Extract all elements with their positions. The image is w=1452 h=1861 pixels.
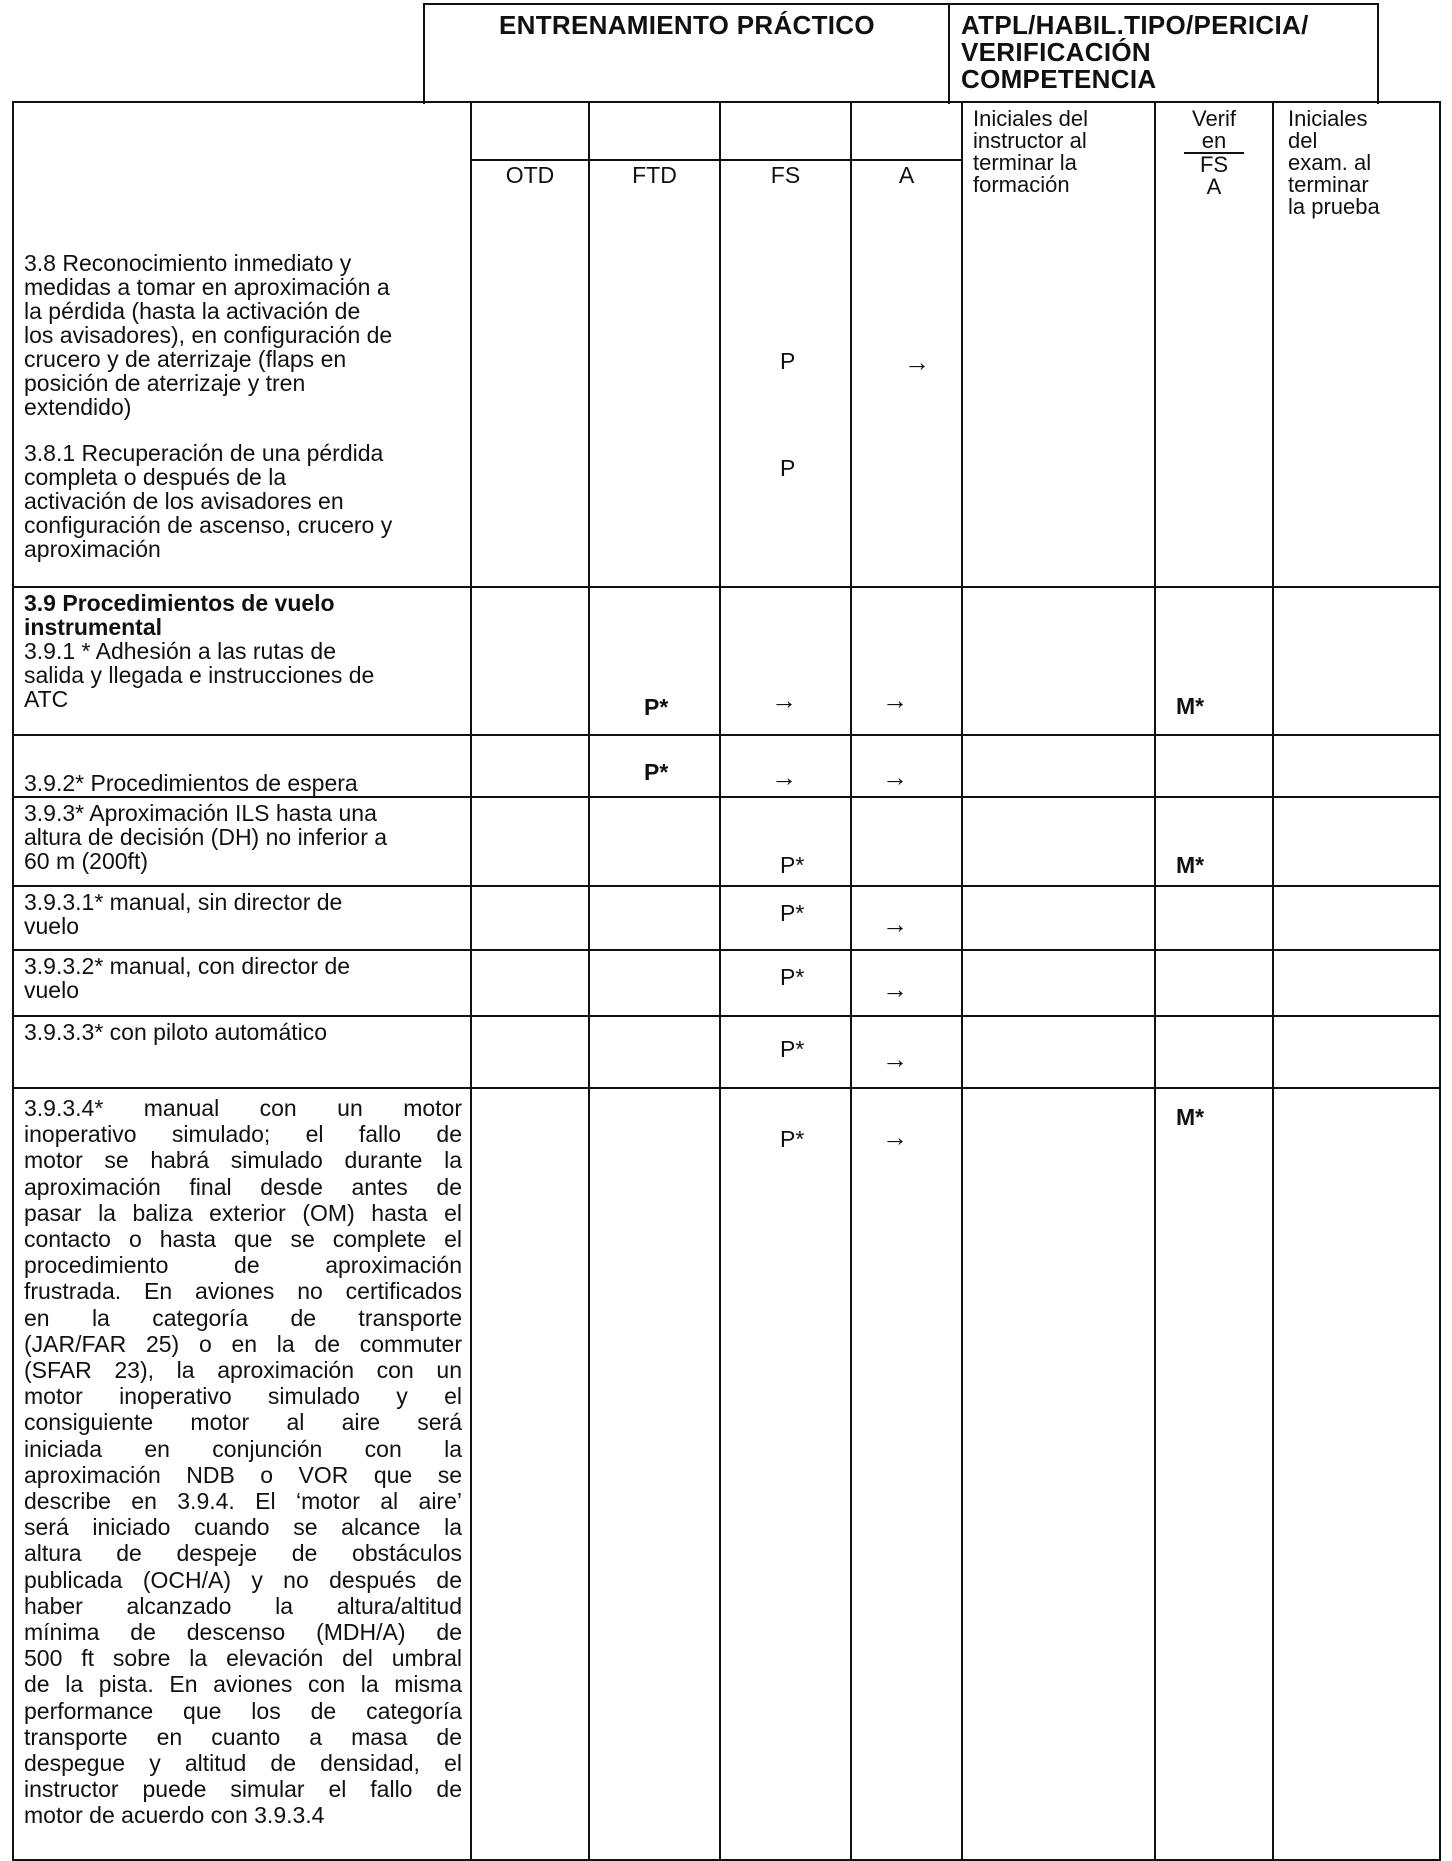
verif-cell bbox=[1155, 950, 1273, 1016]
col-header-examiner-2: del bbox=[1288, 128, 1318, 153]
text-line: mínima de descenso (MDH/A) de bbox=[24, 1619, 462, 1646]
text-line: procedimiento de aproximación bbox=[24, 1252, 462, 1279]
header-check bbox=[948, 3, 1379, 104]
instructor-cell bbox=[962, 735, 1155, 797]
verif-cell bbox=[1155, 1016, 1273, 1088]
a-cell bbox=[851, 735, 962, 797]
otd-cell bbox=[471, 1088, 589, 1860]
verif-cell bbox=[1155, 102, 1273, 587]
long-description bbox=[14, 1089, 470, 1859]
otd-cell bbox=[471, 587, 589, 735]
mark-p-star: P* bbox=[780, 900, 805, 926]
mark-p-star: P* bbox=[644, 759, 669, 785]
desc-cell bbox=[13, 797, 471, 886]
col-header-verif-3: FS bbox=[1199, 152, 1229, 177]
table-row bbox=[13, 102, 1440, 587]
text-line: 3.8 Reconocimiento inmediato y bbox=[24, 250, 352, 276]
text-line: instructor puede simular el fallo de bbox=[24, 1776, 462, 1803]
table-row bbox=[13, 735, 1440, 797]
desc-cell bbox=[13, 102, 471, 587]
examiner-cell bbox=[1273, 735, 1440, 797]
training-table bbox=[12, 101, 1441, 1861]
instructor-cell bbox=[962, 1016, 1155, 1088]
col-header-instructor-1: Iniciales del bbox=[973, 106, 1088, 131]
examiner-cell bbox=[1273, 102, 1440, 587]
arrow-icon: → bbox=[882, 1044, 908, 1074]
text-line: motor se habrá simulado durante la bbox=[24, 1147, 462, 1174]
verif-cell bbox=[1155, 735, 1273, 797]
a-cell bbox=[851, 886, 962, 950]
header-check-line-2: VERIFICACIÓN bbox=[961, 37, 1151, 67]
arrow-icon: → bbox=[882, 762, 908, 792]
col-header-instructor-3: terminar la bbox=[973, 150, 1077, 175]
fs-cell bbox=[720, 886, 851, 950]
text-line: performance que los de categoría bbox=[24, 1697, 462, 1724]
col-header-examiner-3: exam. al bbox=[1288, 150, 1372, 175]
text-line: 3.9.2* Procedimientos de espera bbox=[24, 770, 358, 796]
a-cell bbox=[851, 102, 962, 587]
text-line: motor inoperativo simulado y el bbox=[24, 1383, 462, 1410]
a-cell bbox=[851, 797, 962, 886]
text-line: en la categoría de transporte bbox=[24, 1304, 462, 1331]
text-line: ATC bbox=[24, 686, 69, 712]
text-line: iniciada en conjunción con la bbox=[24, 1435, 462, 1462]
arrow-icon: → bbox=[771, 762, 797, 792]
text-line: contacto o hasta que se complete el bbox=[24, 1226, 462, 1253]
text-line: aproximación final desde antes de bbox=[24, 1173, 462, 1200]
table-row bbox=[13, 1016, 1440, 1088]
verif-cell bbox=[1155, 797, 1273, 886]
text-line: completa o después de la bbox=[24, 464, 287, 490]
text-line: aproximación NDB o VOR que se bbox=[24, 1461, 462, 1488]
desc-cell bbox=[13, 1088, 471, 1860]
otd-cell bbox=[471, 735, 589, 797]
text-line: (JAR/FAR 25) o en la de commuter bbox=[24, 1330, 462, 1357]
text-line: 60 m (200ft) bbox=[24, 848, 148, 874]
text-line: transporte en cuanto a masa de bbox=[24, 1723, 462, 1750]
desc-cell bbox=[13, 1016, 471, 1088]
text-line: (SFAR 23), la aproximación con un bbox=[24, 1357, 462, 1384]
ftd-cell bbox=[589, 102, 720, 587]
text-line: activación de los avisadores en bbox=[24, 488, 344, 514]
text-line: crucero y de aterrizaje (flaps en bbox=[24, 346, 347, 372]
table-row bbox=[13, 587, 1440, 735]
header-check-line-3: COMPETENCIA bbox=[961, 64, 1157, 94]
arrow-icon: → bbox=[882, 974, 908, 1004]
text-line: altura de decisión (DH) no inferior a bbox=[24, 824, 388, 850]
ftd-cell bbox=[589, 886, 720, 950]
text-line: altura de despeje de obstáculos bbox=[24, 1540, 462, 1567]
text-line: configuración de ascenso, crucero y bbox=[24, 512, 393, 538]
text-line: publicada (OCH/A) y no después de bbox=[24, 1566, 462, 1593]
arrow-icon: → bbox=[904, 347, 930, 377]
desc-cell bbox=[13, 950, 471, 1016]
examiner-cell bbox=[1273, 950, 1440, 1016]
text-line: despegue y altitud de densidad, el bbox=[24, 1750, 462, 1777]
fs-cell bbox=[720, 950, 851, 1016]
arrow-icon: → bbox=[882, 909, 908, 939]
text-line: aproximación bbox=[24, 536, 161, 562]
fs-cell bbox=[720, 102, 851, 587]
text-line: consiguiente motor al aire será bbox=[24, 1409, 462, 1436]
text-line: la pérdida (hasta la activación de bbox=[24, 298, 361, 324]
instructor-cell bbox=[962, 886, 1155, 950]
fs-cell bbox=[720, 1088, 851, 1860]
mark-p-star: P* bbox=[780, 852, 805, 878]
text-line: los avisadores), en configuración de bbox=[24, 322, 393, 348]
table-row bbox=[13, 950, 1440, 1016]
a-cell bbox=[851, 587, 962, 735]
col-header-verif-2: en bbox=[1201, 128, 1227, 153]
ftd-cell bbox=[589, 1088, 720, 1860]
verif-cell bbox=[1155, 886, 1273, 950]
col-header-fs: FS bbox=[770, 162, 801, 188]
text-line: frustrada. En aviones no certificados bbox=[24, 1278, 462, 1305]
ftd-cell bbox=[589, 587, 720, 735]
a-cell bbox=[851, 1088, 962, 1860]
arrow-icon: → bbox=[882, 685, 908, 715]
section-title: instrumental bbox=[24, 614, 163, 640]
text-line: 3.9.1 * Adhesión a las rutas de bbox=[24, 638, 336, 664]
otd-cell bbox=[471, 1016, 589, 1088]
a-cell bbox=[851, 1016, 962, 1088]
col-header-ftd: FTD bbox=[632, 162, 677, 188]
fs-cell bbox=[720, 587, 851, 735]
text-line: será iniciado cuando se alcance la bbox=[24, 1514, 462, 1541]
ftd-cell bbox=[589, 797, 720, 886]
fs-cell bbox=[720, 797, 851, 886]
instructor-cell bbox=[962, 102, 1155, 587]
table-row bbox=[13, 797, 1440, 886]
desc-cell bbox=[13, 886, 471, 950]
text-line: salida y llegada e instrucciones de bbox=[24, 662, 375, 688]
text-line: medidas a tomar en aproximación a bbox=[24, 274, 390, 300]
text-line: extendido) bbox=[24, 394, 132, 420]
text-line: 3.8.1 Recuperación de una pérdida bbox=[24, 440, 384, 466]
ftd-cell bbox=[589, 735, 720, 797]
verif-cell bbox=[1155, 587, 1273, 735]
arrow-icon: → bbox=[882, 1122, 908, 1152]
mark-m-star: M* bbox=[1176, 1104, 1205, 1130]
examiner-cell bbox=[1273, 797, 1440, 886]
mark-m-star: M* bbox=[1176, 852, 1205, 878]
table-row bbox=[13, 1088, 1440, 1860]
text-line: haber alcanzado la altura/altitud bbox=[24, 1592, 462, 1619]
text-line: 3.9.3.2* manual, con director de bbox=[24, 953, 351, 979]
text-line: motor de acuerdo con 3.9.3.4 bbox=[24, 1802, 325, 1829]
otd-cell bbox=[471, 950, 589, 1016]
col-header-a: A bbox=[898, 162, 915, 188]
text-line: vuelo bbox=[24, 913, 79, 939]
col-header-instructor-4: formación bbox=[973, 172, 1070, 197]
otd-cell bbox=[471, 797, 589, 886]
section-title: 3.9 Procedimientos de vuelo bbox=[24, 590, 335, 616]
otd-cell bbox=[471, 102, 589, 587]
mark-p-star: P* bbox=[644, 694, 669, 720]
mark-p-star: P* bbox=[780, 1126, 805, 1152]
examiner-cell bbox=[1273, 1088, 1440, 1860]
mark-p-star: P* bbox=[780, 1036, 805, 1062]
examiner-cell bbox=[1273, 587, 1440, 735]
desc-cell bbox=[13, 587, 471, 735]
text-line: de la pista. En aviones con la misma bbox=[24, 1671, 462, 1698]
table-row bbox=[13, 886, 1440, 950]
text-line: 3.9.3.1* manual, sin director de bbox=[24, 889, 343, 915]
a-cell bbox=[851, 950, 962, 1016]
text-line: inoperativo simulado; el fallo de bbox=[24, 1121, 462, 1148]
text-line: vuelo bbox=[24, 977, 79, 1003]
mark-p: P bbox=[780, 455, 796, 481]
header-practical-training bbox=[423, 3, 950, 104]
text-line: 3.9.3.4* manual con un motor bbox=[24, 1095, 462, 1121]
col-header-otd: OTD bbox=[505, 162, 555, 188]
col-header-instructor-2: instructor al bbox=[973, 128, 1087, 153]
verif-cell bbox=[1155, 1088, 1273, 1860]
examiner-cell bbox=[1273, 886, 1440, 950]
text-line: posición de aterrizaje y tren bbox=[24, 370, 306, 396]
mark-p: P bbox=[780, 348, 796, 374]
examiner-cell bbox=[1273, 1016, 1440, 1088]
fs-cell bbox=[720, 735, 851, 797]
ftd-cell bbox=[589, 950, 720, 1016]
col-header-examiner-1: Iniciales bbox=[1288, 106, 1368, 131]
text-line: pasar la baliza exterior (OM) hasta el bbox=[24, 1199, 462, 1226]
instructor-cell bbox=[962, 950, 1155, 1016]
arrow-icon: → bbox=[771, 685, 797, 715]
desc-cell bbox=[13, 735, 471, 797]
text-line: 3.9.3* Aproximación ILS hasta una bbox=[24, 800, 377, 826]
col-header-verif-4: A bbox=[1206, 174, 1222, 199]
mark-p-star: P* bbox=[780, 964, 805, 990]
col-header-verif-1: Verif bbox=[1191, 106, 1237, 131]
text-line: describe en 3.9.4. El ‘motor al aire’ bbox=[24, 1488, 462, 1515]
text-line: 3.9.3.3* con piloto automático bbox=[24, 1019, 328, 1045]
instructor-cell bbox=[962, 797, 1155, 886]
header-practical-label: ENTRENAMIENTO PRÁCTICO bbox=[499, 10, 875, 40]
instructor-cell bbox=[962, 587, 1155, 735]
ftd-cell bbox=[589, 1016, 720, 1088]
col-header-examiner-5: la prueba bbox=[1288, 194, 1380, 219]
instructor-cell bbox=[962, 1088, 1155, 1860]
text-line: 500 ft sobre la elevación del umbral bbox=[24, 1645, 462, 1672]
fs-cell bbox=[720, 1016, 851, 1088]
mark-m-star: M* bbox=[1176, 693, 1205, 719]
header-check-line-1: ATPL/HABIL.TIPO/PERICIA/ bbox=[961, 10, 1309, 40]
otd-cell bbox=[471, 886, 589, 950]
col-header-examiner-4: terminar bbox=[1288, 172, 1369, 197]
